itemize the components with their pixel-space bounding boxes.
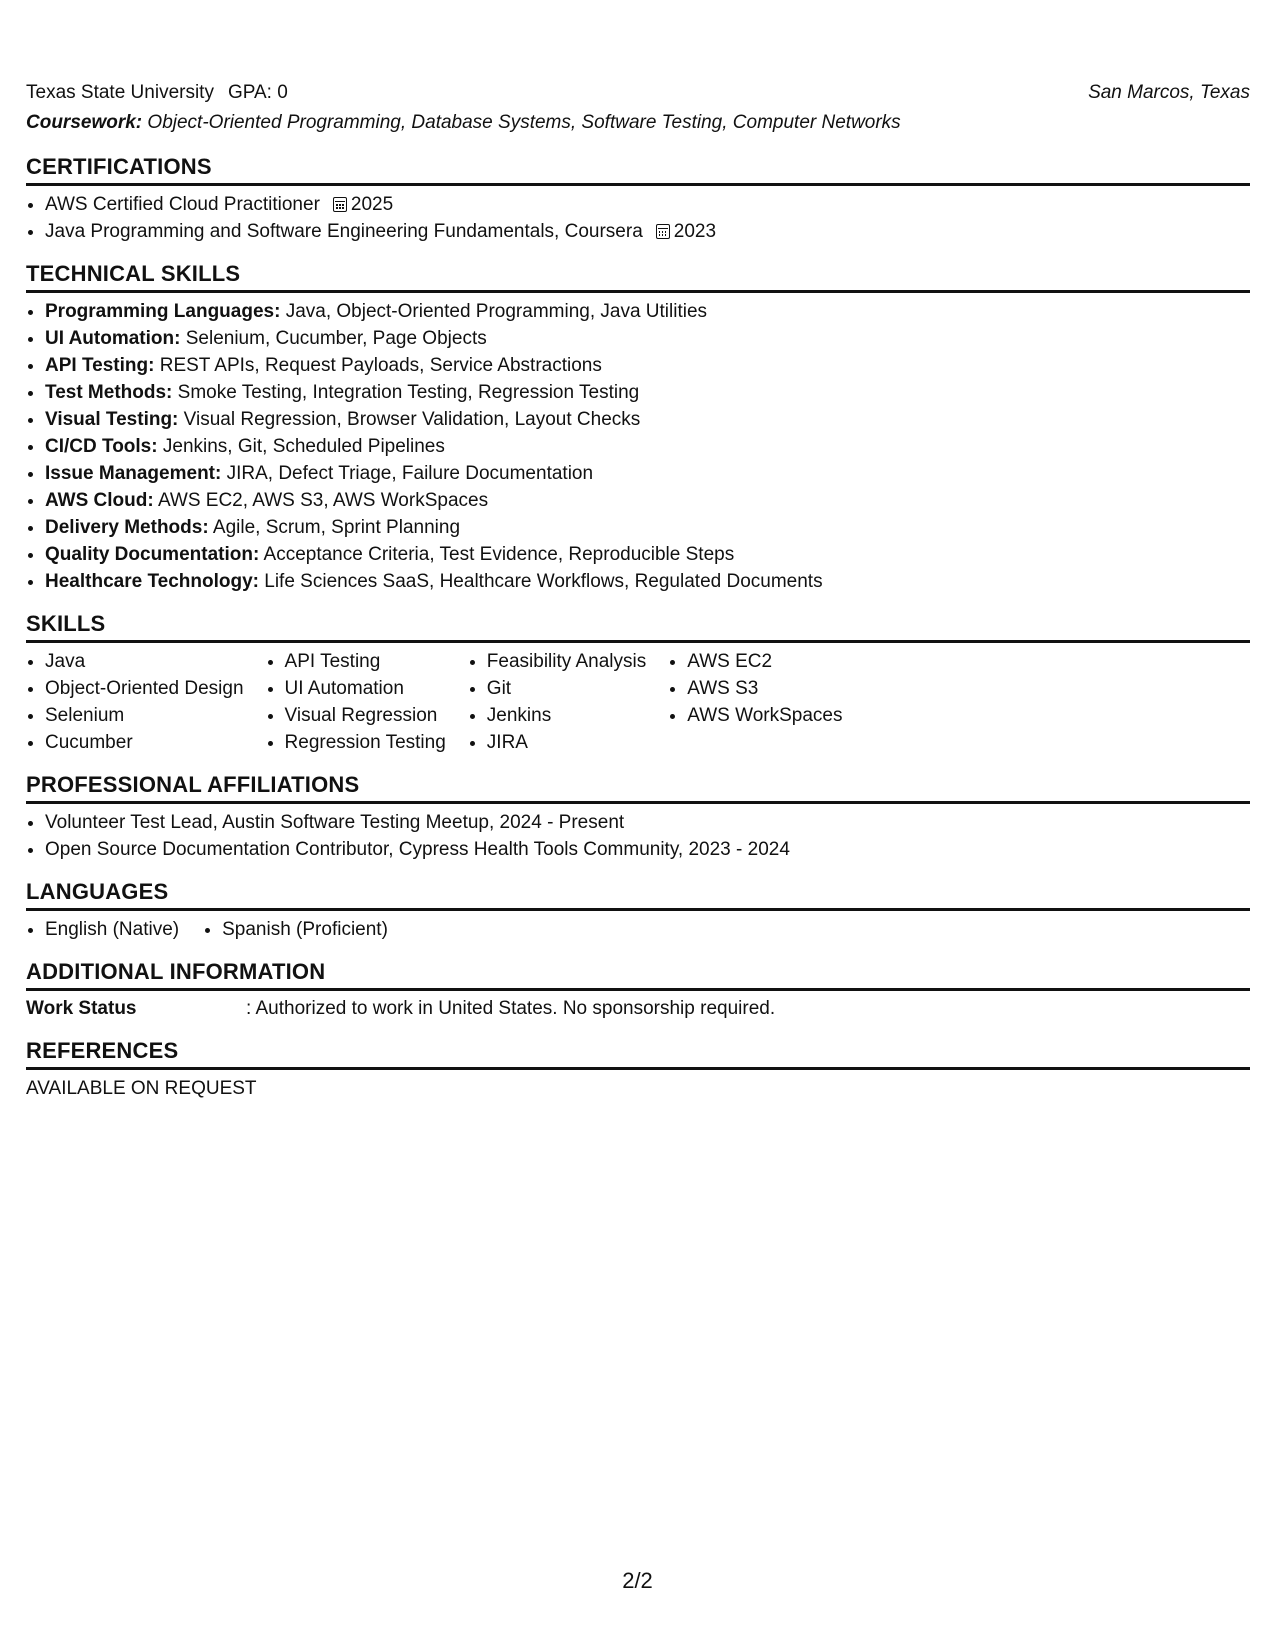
certification-item bbox=[45, 218, 1250, 245]
references-section bbox=[26, 1036, 1250, 1102]
tech-skill-value: Acceptance Criteria, Test Evidence, Reproducible Steps bbox=[263, 544, 735, 565]
skill-item: • Regression Testing bbox=[285, 729, 446, 756]
tech-skill-item bbox=[45, 433, 1250, 460]
skill-item: • API Testing bbox=[285, 648, 446, 675]
tech-skill-label: Healthcare Technology: bbox=[45, 571, 259, 592]
section-title: PROFESSIONAL AFFILIATIONS bbox=[26, 770, 1250, 804]
tech-skill-label: API Testing: bbox=[45, 355, 155, 376]
tech-skill-label: AWS Cloud: bbox=[45, 490, 154, 511]
additional-info-section bbox=[26, 957, 1250, 1022]
tech-skill-item bbox=[45, 568, 1250, 595]
tech-skill-item bbox=[45, 541, 1250, 568]
tech-skill-label: CI/CD Tools: bbox=[45, 436, 158, 457]
language-item: • Spanish (Proficient) bbox=[222, 916, 388, 943]
skill-item: • Selenium bbox=[45, 702, 244, 729]
skill-item: • Git bbox=[487, 675, 646, 702]
tech-skill-label: Quality Documentation: bbox=[45, 544, 260, 565]
tech-skill-item bbox=[45, 352, 1250, 379]
skill-item: • JIRA bbox=[487, 729, 646, 756]
section-title: ADDITIONAL INFORMATION bbox=[26, 957, 1250, 991]
tech-skill-item bbox=[45, 379, 1250, 406]
tech-skill-value: JIRA, Defect Triage, Failure Documentation bbox=[226, 463, 594, 484]
skill-item: • Jenkins bbox=[487, 702, 646, 729]
certification-item bbox=[45, 191, 1250, 218]
school-location: San Marcos, Texas bbox=[1088, 82, 1250, 103]
tech-skill-item bbox=[45, 487, 1250, 514]
tech-skill-value: Jenkins, Git, Scheduled Pipelines bbox=[162, 436, 445, 457]
tech-skill-label: Programming Languages: bbox=[45, 301, 281, 322]
tech-skill-label: UI Automation: bbox=[45, 328, 181, 349]
skills-column bbox=[468, 648, 646, 756]
tech-skill-value: Agile, Scrum, Sprint Planning bbox=[212, 517, 461, 538]
work-status-row bbox=[26, 996, 1250, 1022]
tech-skill-item bbox=[45, 406, 1250, 433]
references-text: AVAILABLE ON REQUEST bbox=[26, 1078, 257, 1099]
skills-column bbox=[668, 648, 842, 756]
tech-skill-value: Visual Regression, Browser Validation, Layout Checks bbox=[183, 409, 641, 430]
languages-section bbox=[26, 877, 1250, 943]
tech-skill-label: Issue Management: bbox=[45, 463, 222, 484]
resume-page bbox=[26, 78, 1250, 1102]
tech-skill-value: Life Sciences SaaS, Healthcare Workflows, Regulated Documents bbox=[264, 571, 823, 592]
tech-skill-value: REST APIs, Request Payloads, Service Abstractions bbox=[159, 355, 602, 376]
section-title: LANGUAGES bbox=[26, 877, 1250, 911]
certification-year: 2025 bbox=[350, 194, 394, 215]
section-title: SKILLS bbox=[26, 609, 1250, 643]
tech-skill-label: Visual Testing: bbox=[45, 409, 179, 430]
certification-name: Java Programming and Software Engineering Fundamentals, Coursera bbox=[45, 221, 643, 242]
skill-item: • AWS EC2 bbox=[687, 648, 842, 675]
certifications-list bbox=[26, 191, 1250, 245]
skill-item: • Java bbox=[45, 648, 244, 675]
work-status-value: : Authorized to work in United States. No sponsorship required. bbox=[246, 998, 776, 1019]
tech-skill-label: Test Methods: bbox=[45, 382, 173, 403]
skill-item: • Object-Oriented Design bbox=[45, 675, 244, 702]
tech-skill-value: Selenium, Cucumber, Page Objects bbox=[185, 328, 487, 349]
technical-skills-section bbox=[26, 259, 1250, 595]
tech-skill-item bbox=[45, 460, 1250, 487]
skill-item: • Feasibility Analysis bbox=[487, 648, 646, 675]
coursework-list: Object-Oriented Programming, Database Systems, Software Testing, Computer Networks bbox=[147, 112, 901, 133]
skills-section bbox=[26, 609, 1250, 756]
technical-skills-list bbox=[26, 298, 1250, 595]
section-title: REFERENCES bbox=[26, 1036, 1250, 1070]
skills-columns bbox=[26, 648, 1250, 756]
school-name: Texas State University bbox=[26, 82, 214, 103]
language-item: • English (Native) bbox=[45, 916, 179, 943]
skill-item: • Visual Regression bbox=[285, 702, 446, 729]
skills-column bbox=[26, 648, 244, 756]
education-row bbox=[26, 78, 1250, 108]
tech-skill-label: Delivery Methods: bbox=[45, 517, 209, 538]
certification-name: AWS Certified Cloud Practitioner bbox=[45, 194, 320, 215]
education-left bbox=[26, 78, 302, 108]
skill-item: • AWS S3 bbox=[687, 675, 842, 702]
calendar-icon bbox=[656, 224, 670, 239]
tech-skill-value: Java, Object-Oriented Programming, Java Utilities bbox=[285, 301, 708, 322]
skill-item: • AWS WorkSpaces bbox=[687, 702, 842, 729]
affiliations-list bbox=[26, 809, 1250, 863]
affiliation-item: • Volunteer Test Lead, Austin Software Testing Meetup, 2024 - Present bbox=[45, 809, 1250, 836]
affiliations-section bbox=[26, 770, 1250, 863]
languages-list bbox=[26, 916, 1250, 943]
calendar-icon bbox=[333, 197, 347, 212]
page-number: 2/2 bbox=[622, 1568, 653, 1593]
skill-item: • Cucumber bbox=[45, 729, 244, 756]
gpa: GPA: 0 bbox=[227, 82, 288, 103]
work-status-label: Work Status bbox=[26, 998, 137, 1019]
tech-skill-item bbox=[45, 325, 1250, 352]
certifications-section bbox=[26, 152, 1250, 245]
tech-skill-item bbox=[45, 298, 1250, 325]
skill-item: • UI Automation bbox=[285, 675, 446, 702]
certification-year: 2023 bbox=[673, 221, 717, 242]
tech-skill-item bbox=[45, 514, 1250, 541]
section-title: TECHNICAL SKILLS bbox=[26, 259, 1250, 293]
tech-skill-value: AWS EC2, AWS S3, AWS WorkSpaces bbox=[157, 490, 489, 511]
affiliation-item: • Open Source Documentation Contributor, Cypress Health Tools Community, 2023 - 2024 bbox=[45, 836, 1250, 863]
tech-skill-value: Smoke Testing, Integration Testing, Regression Testing bbox=[177, 382, 640, 403]
coursework bbox=[26, 108, 1250, 138]
skills-column bbox=[266, 648, 446, 756]
coursework-label: Coursework: bbox=[26, 112, 143, 133]
section-title: CERTIFICATIONS bbox=[26, 152, 1250, 186]
